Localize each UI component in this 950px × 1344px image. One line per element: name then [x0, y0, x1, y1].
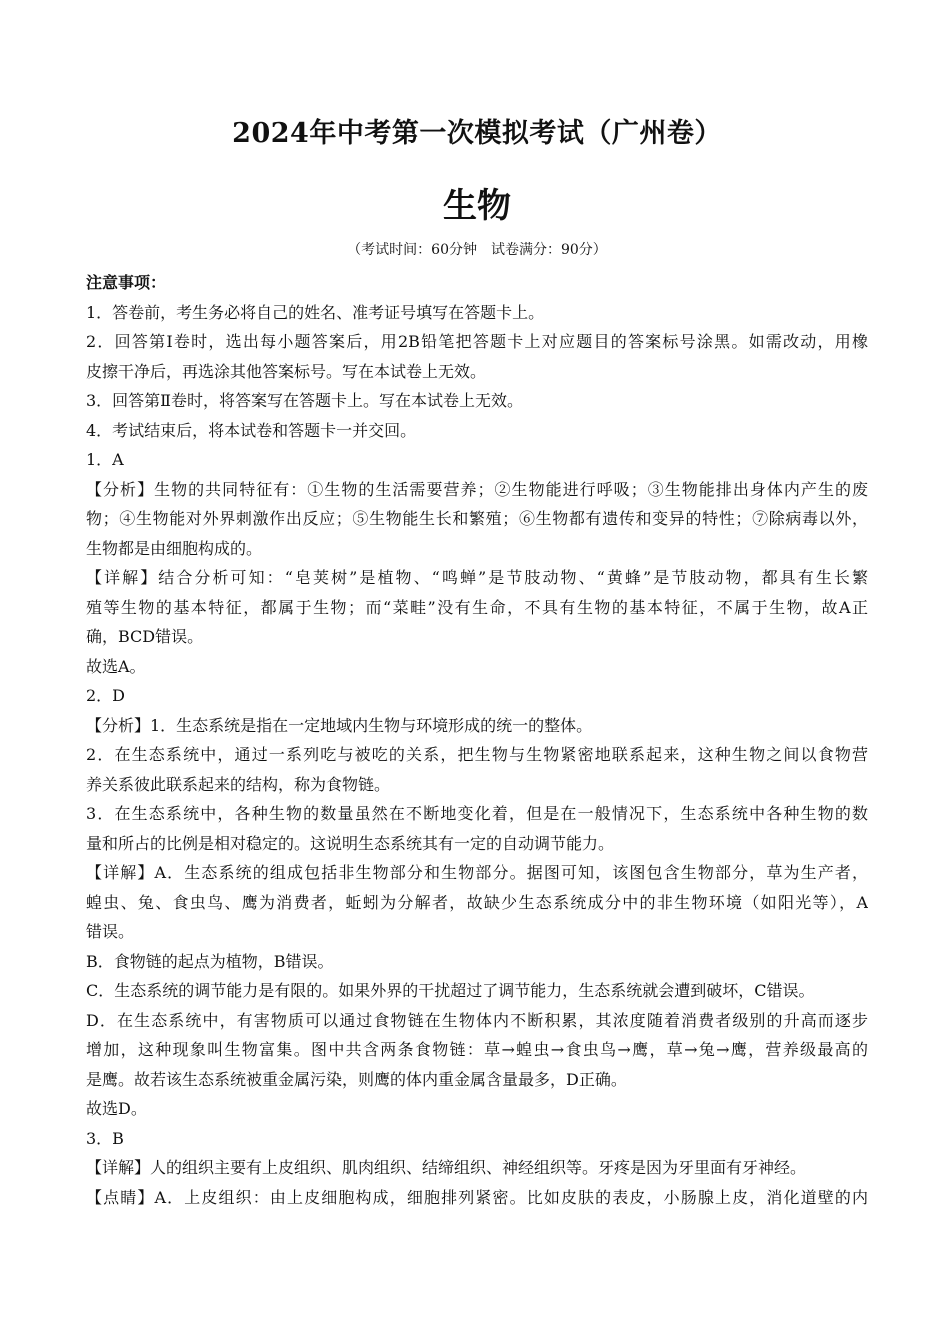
notice-item-continued: 皮擦干净后，再选涂其他答案标号。写在本试卷上无效。: [86, 361, 487, 381]
analysis-text: 物；④生物能对外界刺激作出反应；⑤生物能生长和繁殖；⑥生物都有遗传和变异的特性；⑦除病毒以外，: [86, 509, 868, 528]
choice-conclusion: 故选A。: [86, 656, 146, 676]
detail-text: 殖等生物的基本特征，都属于生物；而“菜畦”没有生命，不具有生物的基本特征，不属于生物，故A正: [86, 597, 868, 617]
detail-text: D．在生态系统中，有害物质可以通过食物链在生物体内不断积累，其浓度随着消费者级别的升高而逐步: [86, 1010, 868, 1030]
answer-number: 3．B: [86, 1128, 124, 1148]
exam-title: 2024年中考第一次模拟考试（广州卷）: [232, 118, 722, 149]
notice-item: 2．回答第Ⅰ卷时，选出每小题答案后，用2B铅笔把答题卡上对应题目的答案标号涂黑。如需改动，用橡: [86, 332, 868, 351]
detail-text: 确，BCD错误。: [86, 627, 204, 646]
analysis-text: 【分析】1．生态系统是指在一定地域内生物与环境形成的统一的整体。: [86, 715, 593, 735]
detail-text: 【详解】A．生态系统的组成包括非生物部分和生物部分。据图可知，该图包含生物部分，草为生产者，: [86, 863, 868, 882]
detail-text: C．生态系统的调节能力是有限的。如果外界的干扰超过了调节能力，生态系统就会遭到破坏，C错误。: [86, 981, 815, 1000]
analysis-text: 【分析】生物的共同特征有：①生物的生活需要营养；②生物能进行呼吸；③生物能排出身体内产生的废: [86, 479, 868, 499]
notice-item: 3．回答第Ⅱ卷时，将答案写在答题卡上。写在本试卷上无效。: [86, 391, 524, 410]
detail-text: 是鹰。故若该生态系统被重金属污染，则鹰的体内重金属含量最多，D正确。: [86, 1069, 627, 1089]
document-body: [86, 268, 868, 1212]
tip-text: 【点睛】A．上皮组织：由上皮细胞构成，细胞排列紧密。比如皮肤的表皮，小肠腺上皮，消化道壁的内: [86, 1187, 868, 1207]
choice-conclusion: 故选D。: [86, 1099, 147, 1118]
answer-number: 1．A: [86, 450, 124, 469]
detail-text: B．食物链的起点为植物，B错误。: [86, 951, 334, 971]
detail-text: 【详解】人的组织主要有上皮组织、肌肉组织、结缔组织、神经组织等。牙疼是因为牙里面有牙神经。: [86, 1158, 807, 1177]
notice-item: 1．答卷前，考生务必将自己的姓名、准考证号填写在答题卡上。: [86, 302, 545, 322]
analysis-text: 3．在生态系统中，各种生物的数量虽然在不断地变化着，但是在一般情况下，生态系统中各种生物的数: [86, 804, 868, 823]
analysis-text: 养关系彼此联系起来的结构，称为食物链。: [86, 774, 391, 794]
detail-text: 错误。: [86, 922, 135, 941]
subject-title: 生物: [443, 186, 511, 226]
analysis-text: 生物都是由细胞构成的。: [86, 538, 263, 558]
detail-text: 增加，这种现象叫生物富集。图中共含两条食物链：草→蝗虫→食虫鸟→鹰，草→兔→鹰，营养级最高的: [86, 1040, 868, 1059]
notice-item: 4．考试结束后，将本试卷和答题卡一并交回。: [86, 420, 417, 440]
answer-number: 2．D: [86, 686, 126, 705]
analysis-text: 量和所占的比例是相对稳定的。这说明生态系统其有一定的自动调节能力。: [86, 833, 615, 853]
analysis-text: 2．在生态系统中，通过一系列吃与被吃的关系，把生物与生物紧密地联系起来，这种生物之间以食物营: [86, 745, 868, 764]
notice-heading: 注意事项：: [86, 273, 167, 292]
exam-meta: （考试时间：60分钟 试卷满分：90分）: [347, 242, 607, 258]
detail-text: 【详解】结合分析可知：“皂荚树”是植物、“鸣蝉”是节肢动物、“黄蜂”是节肢动物，都具有生长繁: [86, 568, 868, 587]
detail-text: 蝗虫、兔、食虫鸟、鹰为消费者，蚯蚓为分解者，故缺少生态系统成分中的非生物环境（如阳光等），A: [86, 892, 868, 912]
